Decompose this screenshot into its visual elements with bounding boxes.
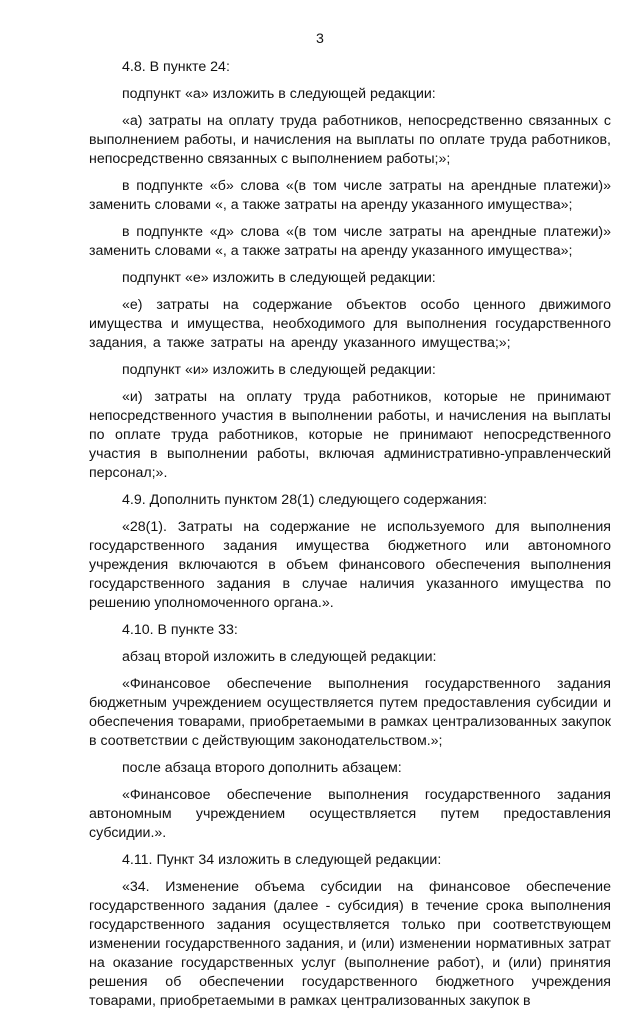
page-number: 3	[316, 31, 324, 47]
paragraph: подпункт «а» изложить в следующей редакции:	[122, 86, 436, 102]
paragraph: абзац второй изложить в следующей редакции:	[122, 649, 437, 665]
quoted-paragraph: «28(1). Затраты на содержание не используемого для выполнения государственного задания имущества бюджетного или автономного учреждения включаются в объем финансового обеспечения выполнения государственного задания в случае наличия указанного имущества по решению уполномоченного органа.».	[89, 519, 611, 611]
document-body	[89, 58, 611, 1019]
paragraph: в подпункте «д» слова «(в том числе затраты на арендные платежи)» заменить словами «, а также затраты на аренду указанного имущества»;	[89, 224, 611, 259]
section-heading-4-9: 4.9. Дополнить пунктом 28(1) следующего содержания:	[122, 492, 488, 508]
paragraph: в подпункте «б» слова «(в том числе затраты на арендные платежи)» заменить словами «, а также затраты на аренду указанного имущества»;	[89, 178, 611, 213]
section-heading-4-8: 4.8. В пункте 24:	[122, 59, 230, 75]
paragraph: после абзаца второго дополнить абзацем:	[122, 760, 402, 776]
section-heading-4-11: 4.11. Пункт 34 изложить в следующей редакции:	[122, 852, 442, 868]
paragraph: подпункт «е» изложить в следующей редакции:	[122, 270, 436, 286]
quoted-paragraph: «Финансовое обеспечение выполнения государственного задания автономным учреждением осуществляется путем предоставления субсидии.».	[89, 787, 611, 841]
paragraph: подпункт «и» изложить в следующей редакции:	[122, 362, 436, 378]
quoted-paragraph: «и) затраты на оплату труда работников, которые не принимают непосредственного участия в выполнении работы, и начисления на выплаты по оплате труда работников, которые не принимают непосредственного участия в выполнении работы, включая административно-управленческий персонал;».	[89, 389, 611, 481]
quoted-paragraph: «34. Изменение объема субсидии на финансовое обеспечение государственного задания (далее - субсидия) в течение срока выполнения государственного задания осуществляется только при соответствующем изменении государственного задания, и (или) изменении нормативных затрат на оказание государственных услуг (выполнение работ), и (или) принятия решения об обеспечении государственного бюджетного учреждения товарами, приобретаемыми в рамках централизованных закупок в	[89, 879, 611, 1009]
quoted-paragraph: «а) затраты на оплату труда работников, непосредственно связанных с выполнением работы, и начисления на выплаты по оплате труда работников, непосредственно связанных с выполнением работы;»;	[89, 113, 611, 167]
section-heading-4-10: 4.10. В пункте 33:	[122, 622, 238, 638]
quoted-paragraph: «е) затраты на содержание объектов особо ценного движимого имущества и имущества, необходимого для выполнения государственного задания, а также затраты на аренду указанного имущества;»;	[89, 297, 611, 351]
quoted-paragraph: «Финансовое обеспечение выполнения государственного задания бюджетным учреждением осуществляется путем предоставления субсидии и обеспечения товарами, приобретаемыми в рамках централизованных закупок в соответствии с действующим законодательством.»;	[89, 676, 611, 749]
